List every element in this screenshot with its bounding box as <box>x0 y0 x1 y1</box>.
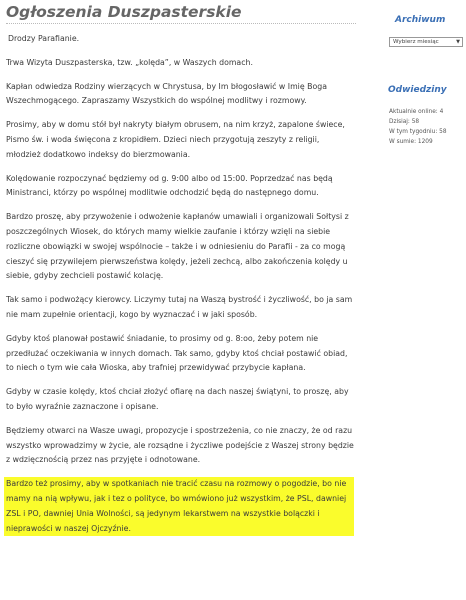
paragraph: Prosimy, aby w domu stół był nakryty białym obrusem, na nim krzyż, zapalone świece, Pismo św. i woda święcona z kropidłem. Dzieci niech przygotują zeszyty z religii, młodzież dodatkowo indeksy do bierzmowania. <box>6 120 345 159</box>
title-divider <box>6 23 356 24</box>
stat-online: Aktualnie online: 4 <box>389 109 444 115</box>
archive-title: Archiwum <box>395 15 446 25</box>
paragraph: Gdyby w czasie kolędy, ktoś chciał złożyć ofiarę na dach naszej świątyni, to proszę, aby to było wyraźnie zaznaczone i opisane. <box>6 387 349 411</box>
paragraph: Kolędowanie rozpoczynać będziemy od g. 9:00 albo od 15:00. Poprzedzać nas będą Ministranci, którzy po wspólnej modlitwie odchodzić będą do następnego domu. <box>6 173 333 198</box>
page-title: Ogłoszenia Duszpasterskie <box>6 3 242 21</box>
paragraph: Kapłan odwiedza Rodziny wierzących w Chrystusa, by Im błogosławić w Imię Boga Wszechmogącego. Zapraszamy Wszystkich do wspólnej modlitwy i rozmowy. <box>6 81 327 106</box>
paragraph: Tak samo i podwożący kierowcy. Liczymy tutaj na Waszą bystrość i życzliwość, bo ja sam nie mam zupełnie orientacji, kogo by wyznaczać i w jaki sposób. <box>6 295 353 319</box>
month-select-label: Wybierz miesiąc <box>393 39 439 45</box>
greeting: Drodzy Parafianie. <box>8 34 80 43</box>
chevron-down-icon: ▼ <box>456 39 460 45</box>
stat-week: W tym tygodniu: 58 <box>389 129 447 135</box>
stat-total: W sumie: 1209 <box>389 139 433 145</box>
post-content <box>6 32 354 545</box>
visits-title: Odwiedziny <box>388 85 447 95</box>
paragraph: Trwa Wizyta Duszpasterska, tzw. „kolęda”, w Waszych domach. <box>6 57 253 67</box>
paragraph: Będziemy otwarci na Wasze uwagi, propozycje i spostrzeżenia, co nie znaczy, że od razu wszystko wprowadzimy w życie, ale rozsądne i życzliwe podejście z Waszej strony będzie z wdzięcznością przez nas przyjęte i odnotowane. <box>6 425 354 465</box>
paragraph: Bardzo proszę, aby przywożenie i odwożenie kapłanów umawiali i organizowali Sołtysi z poszczególnych Wiosek, do których mamy wielkie zaufanie i którzy wzięli na siebie rozliczne obowiązki w swojej wspólnocie – także i w odniesieniu do Parafii - za co mogą cieszyć się przywilejem pierwszeństwa kolędy, jeżeli zechcą, albo zakończenia kolędy u siebie, gdyby zechcieli postawić kolację. <box>6 212 349 281</box>
month-select[interactable] <box>389 37 463 47</box>
highlighted-paragraph: Bardzo też prosimy, aby w spotkaniach nie tracić czasu na rozmowy o pogodzie, bo nie mamy na nią wpływu, jak i tez o polityce, bo wmówiono już wszystkim, że PSL, dawniej ZSL i PO, dawniej Unia Wolności, są jedynym lekarstwem na wszystkie bolączki i nieprawości w naszej Ojczyźnie. <box>4 477 354 536</box>
visit-stats <box>389 107 466 147</box>
main-column <box>6 0 361 22</box>
paragraph: Gdyby ktoś planował postawić śniadanie, to prosimy od g. 8:oo, żeby potem nie przedłużać oczekiwania w innych domach. Tak samo, gdyby ktoś chciał postawić obiad, to niech o tym wie cała Wioska, aby trafniej przewidywać przybycie kapłana. <box>6 333 348 373</box>
stat-today: Dzisiaj: 58 <box>389 119 420 125</box>
